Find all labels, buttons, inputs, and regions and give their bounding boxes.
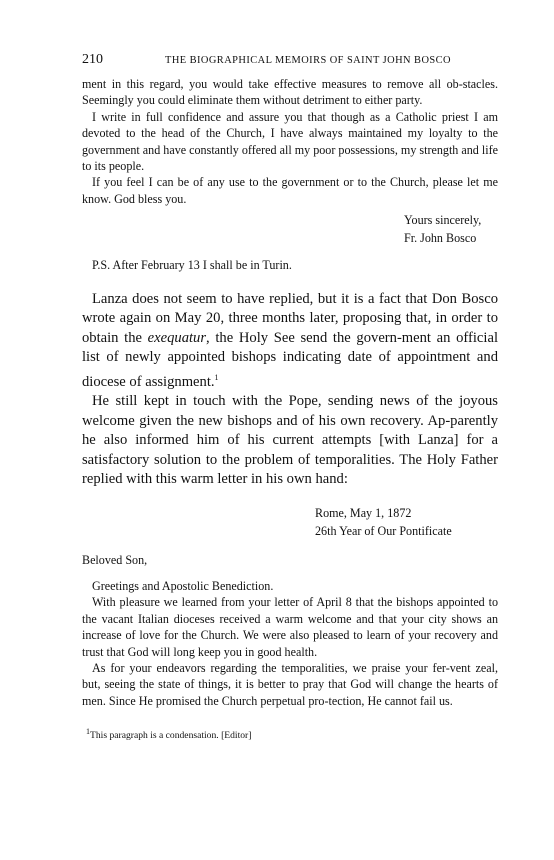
letter-paragraph: I write in full confidence and assure you that though as a Catholic priest I am devoted to the head of the Church, I have always maintained my loyalty to the government and have constantly offered all my poor possessions, my strength and life to its people. — [82, 109, 498, 174]
letter-paragraph: ment in this regard, you would take effective measures to remove all ob-stacles. Seemingly you could eliminate them without detriment to either party. — [82, 77, 498, 108]
letter-paragraph: If you feel I can be of any use to the government or to the Church, please let me know. God bless you. — [82, 175, 498, 206]
pontificate-year: 26th Year of Our Pontificate — [315, 523, 452, 538]
footnote-mark: 1 — [86, 727, 90, 737]
letter-to-lanza — [82, 76, 498, 274]
book-page — [82, 52, 498, 741]
body-text: Lanza does not seem to have replied, but it is a fact that Don Bosco wrote again on May 20, three months later, proposing that, in order to obtain the — [82, 290, 498, 346]
letter-paragraph: As for your endeavors regarding the temporalities, we praise your fer-vent zeal, but, seeing the state of things, it is better to pray that God will change the hearts of men. Since He promised the Church perpetual pro-tection, He cannot fail us. — [82, 660, 498, 708]
salutation: Beloved Son, — [82, 552, 148, 567]
letter-dateline — [315, 504, 498, 540]
running-title: THE BIOGRAPHICAL MEMOIRS OF SAINT JOHN BOSCO — [165, 55, 451, 66]
footnote — [82, 727, 498, 741]
postscript: P.S. After February 13 I shall be in Turin. — [92, 258, 292, 273]
italic-term: exequatur — [147, 329, 207, 346]
letter-closing: Yours sincerely, — [404, 213, 482, 228]
letter-signature: Fr. John Bosco — [404, 231, 477, 246]
letter-paragraph: Greetings and Apostolic Benediction. — [92, 578, 274, 593]
page-header — [82, 52, 498, 76]
body-text: , the Holy See send the govern-ment an official list of newly appointed bishops indicating date of appointment and diocese of assignment. — [82, 329, 498, 390]
place-date: Rome, May 1, 1872 — [315, 505, 412, 520]
papal-letter — [82, 504, 498, 710]
letter-signature-block — [404, 211, 498, 247]
narrative-body — [82, 290, 498, 490]
letter-paragraph: With pleasure we learned from your letter of April 8 that the bishops appointed to the vacant Italian dioceses received a warm welcome and that your city shows an increase of love for the Church. We were also pleased to learn of your recovery and trust that God will long keep you in good health. — [82, 595, 498, 659]
body-paragraph: He still kept in touch with the Pope, sending news of the joyous welcome given the new bishops and of his own recovery. Ap-parently he also informed him of his current attempts [with Lanza] for a satisfactory solution to the problem of temporalities. The Holy Father replied with this warm letter in his own hand: — [82, 393, 498, 488]
page-number: 210 — [82, 52, 103, 67]
footnote-reference: 1 — [214, 372, 219, 382]
body-paragraph — [82, 290, 498, 392]
footnote-text: This paragraph is a condensation. [Editor] — [90, 730, 252, 742]
